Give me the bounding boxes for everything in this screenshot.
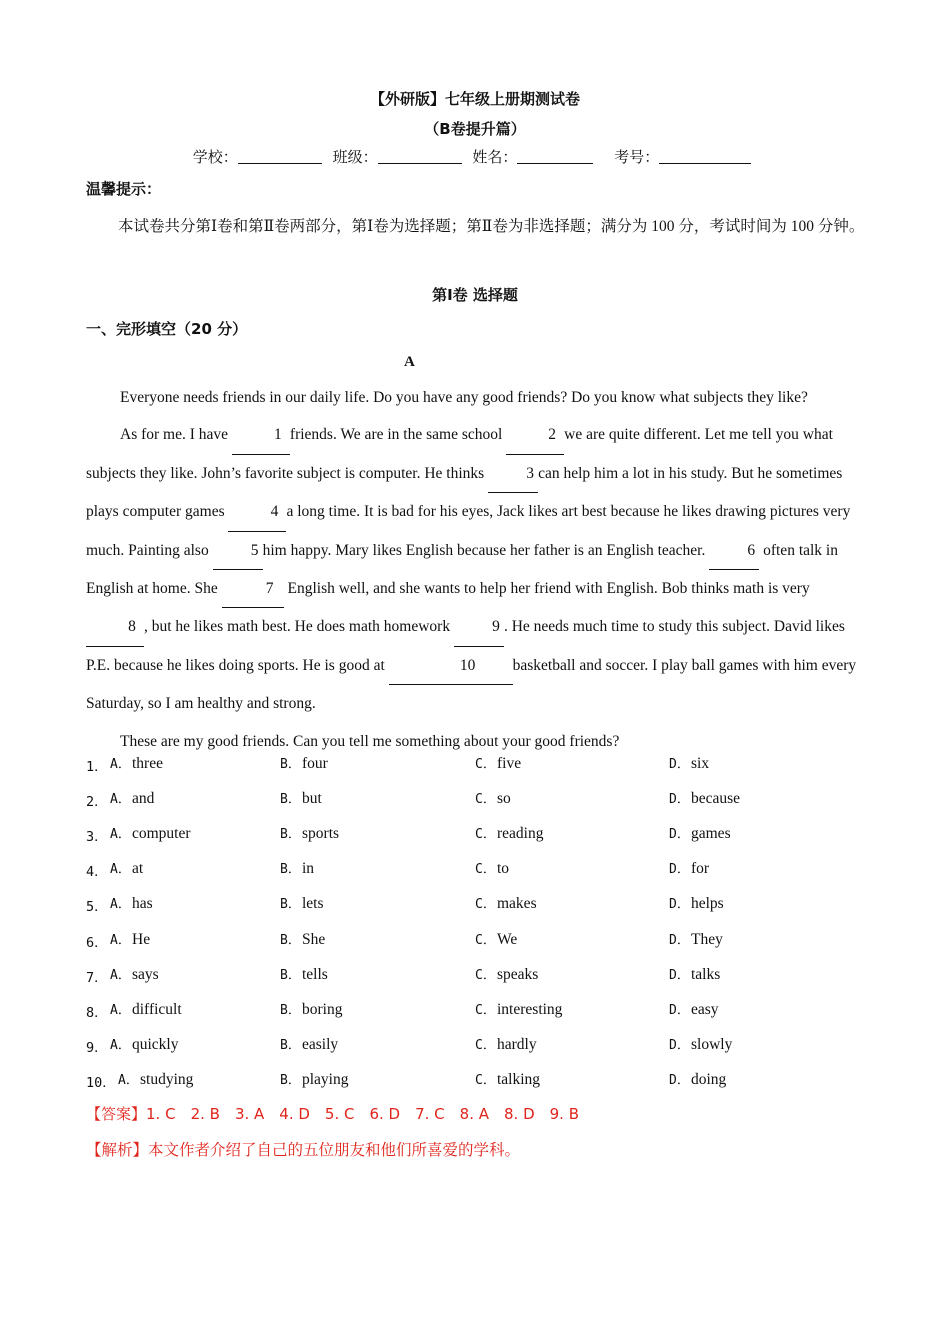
option-text: hardly [497, 1035, 537, 1053]
option-b[interactable] [280, 893, 324, 913]
option-letter: C． [475, 792, 496, 808]
option-c[interactable] [475, 1034, 537, 1054]
option-a[interactable] [110, 929, 150, 949]
option-text: helps [691, 895, 724, 913]
option-text: easily [302, 1035, 339, 1053]
option-text: She [302, 930, 326, 948]
option-letter: B． [280, 967, 301, 983]
option-letter: C． [475, 1072, 496, 1088]
option-d[interactable] [669, 858, 709, 878]
cloze-blank-3[interactable]: 3 [488, 455, 538, 493]
option-letter: C． [475, 862, 496, 878]
cloze-blank-5[interactable]: 5 [213, 532, 263, 570]
question-row [86, 964, 866, 988]
option-c[interactable] [475, 858, 509, 878]
option-b[interactable] [280, 823, 339, 843]
option-text: reading [497, 825, 544, 843]
option-text: computer [132, 825, 191, 843]
option-a[interactable] [110, 788, 154, 808]
cloze-blank-10[interactable]: 10 [389, 647, 513, 685]
option-text: slowly [691, 1035, 733, 1053]
class-blank[interactable] [378, 147, 462, 164]
option-text: three [132, 755, 163, 772]
option-text: speaks [497, 965, 539, 983]
option-d[interactable] [669, 929, 723, 949]
option-letter: B． [280, 932, 301, 948]
option-a[interactable] [110, 964, 159, 984]
option-d[interactable] [669, 823, 731, 843]
option-c[interactable] [475, 929, 517, 949]
question-number: 9． [86, 1039, 108, 1056]
question-row [86, 1034, 866, 1058]
option-text: makes [497, 895, 537, 913]
question-number: 10． [86, 1074, 116, 1091]
name-blank[interactable] [517, 147, 593, 164]
option-letter: C． [475, 827, 496, 843]
cloze-blank-6[interactable]: 6 [709, 532, 759, 570]
option-letter: A． [110, 757, 131, 772]
passage-paragraph-1: Everyone needs friends in our daily life. Do you have any good friends? Do you know what subjects they like? [120, 389, 808, 406]
option-letter: A． [110, 967, 131, 983]
option-b[interactable] [280, 964, 328, 984]
option-d[interactable] [669, 964, 720, 984]
option-text: talking [497, 1070, 541, 1088]
option-b[interactable] [280, 999, 342, 1019]
question-number: 4． [86, 864, 108, 881]
answer-text: 1. C 2. B 3. A 4. D 5. C 6. D 7. C 8. A 8. D 9. B [146, 1105, 579, 1123]
student-info-row [0, 146, 950, 167]
option-text: They [691, 930, 723, 948]
option-letter: D． [669, 1072, 690, 1088]
option-letter: D． [669, 967, 690, 983]
option-text: studying [140, 1070, 194, 1088]
option-d[interactable] [669, 1034, 732, 1054]
option-b[interactable] [280, 929, 325, 949]
option-text: interesting [497, 1000, 563, 1018]
option-text: playing [302, 1070, 349, 1088]
question-number: 3． [86, 829, 108, 846]
cloze-blank-1[interactable]: 1 [232, 416, 290, 454]
option-text: quickly [132, 1035, 179, 1053]
question-row [86, 823, 866, 847]
option-b[interactable] [280, 753, 328, 773]
option-text: easy [691, 1000, 719, 1018]
passage-paragraph-3: These are my good friends. Can you tell me something about your good friends? [120, 732, 620, 750]
part-title: 一、完形填空（20 分） [86, 320, 248, 338]
option-text: six [691, 755, 710, 772]
option-text: but [302, 790, 322, 808]
option-text: at [132, 860, 144, 878]
option-text: talks [691, 965, 721, 983]
option-text: because [691, 790, 741, 808]
option-b[interactable] [280, 858, 314, 878]
passage-paragraph-2: As for me. I have 1 friends. We are in the same school 2 we are quite different. Let me tell you what subjects they like. John’s favorite subject is computer. He thinks 3 can help him a lot in his study. But he sometimes plays computer games 4 a long time. It is bad for his eyes, Jack likes art best because he likes drawing pictures very much. Painting also 5 him happy. Mary likes English because her father is an English teacher. 6 often talk in English at home. She 7 English well, and she wants to help her friend with English. Bob thinks math is very 8 , but he likes math best. He does math homework 9 . He needs much time to study this subject. David likes P.E. because he likes doing sports. He is good at 10 basketball and soccer. I play ball games with him every Saturday, so I am healthy and strong. [86, 416, 866, 722]
option-text: for [691, 860, 710, 878]
option-letter: A． [110, 792, 131, 808]
question-row [86, 929, 866, 953]
cloze-passage [86, 379, 866, 760]
passage-letter: A [404, 354, 415, 370]
option-letter: A． [110, 897, 131, 913]
option-letter: A． [110, 1037, 131, 1053]
option-letter: C． [475, 897, 496, 913]
name-label: 姓名： [472, 148, 518, 166]
cloze-blank-4[interactable]: 4 [228, 493, 286, 531]
option-text: says [132, 965, 159, 983]
option-text: difficult [132, 1000, 182, 1018]
option-letter: B． [280, 1002, 301, 1018]
option-text: and [132, 790, 155, 808]
class-label: 班级： [332, 148, 378, 166]
option-letter: A． [110, 932, 131, 948]
analysis-line [86, 1138, 520, 1160]
option-letter: D． [669, 897, 690, 913]
tips-label: 温馨提示： [86, 180, 162, 198]
option-a[interactable] [110, 753, 163, 773]
option-text: to [497, 860, 510, 878]
option-text: sports [302, 825, 340, 843]
option-a[interactable] [110, 858, 143, 878]
analysis-text: 本文作者介绍了自己的五位朋友和他们所喜爱的学科。 [148, 1141, 521, 1159]
option-letter: D． [669, 757, 690, 772]
option-a[interactable] [118, 1069, 193, 1089]
option-letter: A． [110, 862, 131, 878]
option-b[interactable] [280, 1069, 349, 1089]
question-number: 1． [86, 759, 108, 775]
option-c[interactable] [475, 893, 537, 913]
option-text: four [302, 755, 328, 772]
option-a[interactable] [110, 999, 182, 1019]
option-letter: B． [280, 1072, 301, 1088]
option-letter: C． [475, 967, 496, 983]
option-text: He [132, 930, 151, 948]
question-number: 7． [86, 969, 108, 986]
option-d[interactable] [669, 893, 724, 913]
option-letter: C． [475, 757, 496, 772]
option-text: We [497, 930, 518, 948]
question-row [86, 1069, 866, 1093]
option-letter: D． [669, 1037, 690, 1053]
option-b[interactable] [280, 788, 322, 808]
option-letter: D． [669, 932, 690, 948]
option-letter: A． [110, 827, 131, 843]
option-text: boring [302, 1000, 343, 1018]
option-letter: B． [280, 792, 301, 808]
cloze-blank-8[interactable]: 8 [86, 608, 144, 646]
option-letter: A． [110, 1002, 131, 1018]
exam-title: 【外研版】七年级上册期测试卷 [369, 90, 580, 108]
exam-subtitle: （B卷提升篇） [424, 120, 526, 138]
option-text: lets [302, 895, 324, 913]
answer-line [86, 1103, 579, 1124]
option-letter: B． [280, 757, 301, 772]
cloze-blank-7[interactable]: 7 [222, 570, 284, 608]
question-number: 8． [86, 1004, 108, 1021]
option-c[interactable] [475, 823, 543, 843]
question-row [86, 858, 866, 882]
option-text: tells [302, 965, 328, 983]
option-letter: B． [280, 862, 301, 878]
option-a[interactable] [110, 893, 153, 913]
exam-number-blank[interactable] [659, 147, 751, 164]
question-row [86, 788, 866, 812]
question-number: 2． [86, 794, 108, 811]
option-c[interactable] [475, 999, 562, 1019]
option-d[interactable] [669, 753, 709, 773]
school-blank[interactable] [238, 147, 322, 164]
option-letter: C． [475, 1037, 496, 1053]
option-text: games [691, 825, 731, 843]
option-letter: D． [669, 1002, 690, 1018]
option-c[interactable] [475, 964, 538, 984]
analysis-label: 【解析】 [86, 1141, 149, 1159]
option-d[interactable] [669, 999, 719, 1019]
cloze-blank-9[interactable]: 9 [454, 608, 504, 646]
option-a[interactable] [110, 823, 191, 843]
option-d[interactable] [669, 788, 740, 808]
option-c[interactable] [475, 753, 521, 773]
option-letter: C． [475, 932, 496, 948]
question-row [86, 753, 866, 777]
question-row [86, 999, 866, 1023]
question-row [86, 893, 866, 917]
option-letter: B． [280, 1037, 301, 1053]
option-text: has [132, 895, 153, 913]
option-text: five [497, 755, 522, 772]
option-a[interactable] [110, 1034, 179, 1054]
option-text: in [302, 860, 315, 878]
option-letter: A． [118, 1072, 139, 1088]
answer-label: 【答案】 [86, 1105, 147, 1123]
exam-number-label: 考号： [614, 148, 660, 166]
option-letter: B． [280, 897, 301, 913]
option-text: doing [691, 1070, 727, 1088]
option-letter: D． [669, 862, 690, 878]
question-number: 5． [86, 899, 108, 916]
option-c[interactable] [475, 788, 511, 808]
option-letter: D． [669, 792, 690, 808]
option-letter: B． [280, 827, 301, 843]
option-letter: C． [475, 1002, 496, 1018]
option-c[interactable] [475, 1069, 540, 1089]
option-letter: D． [669, 827, 690, 843]
cloze-blank-2[interactable]: 2 [506, 416, 564, 454]
option-b[interactable] [280, 1034, 338, 1054]
tips-text: 本试卷共分第Ⅰ卷和第Ⅱ卷两部分，第Ⅰ卷为选择题；第Ⅱ卷为非选择题；满分为 100 分，考试时间为 100 分钟。 [118, 218, 865, 235]
option-text: so [497, 790, 511, 808]
option-d[interactable] [669, 1069, 726, 1089]
question-number: 6． [86, 934, 108, 951]
section-title: 第Ⅰ卷 选择题 [432, 286, 518, 304]
school-label: 学校： [192, 148, 238, 166]
